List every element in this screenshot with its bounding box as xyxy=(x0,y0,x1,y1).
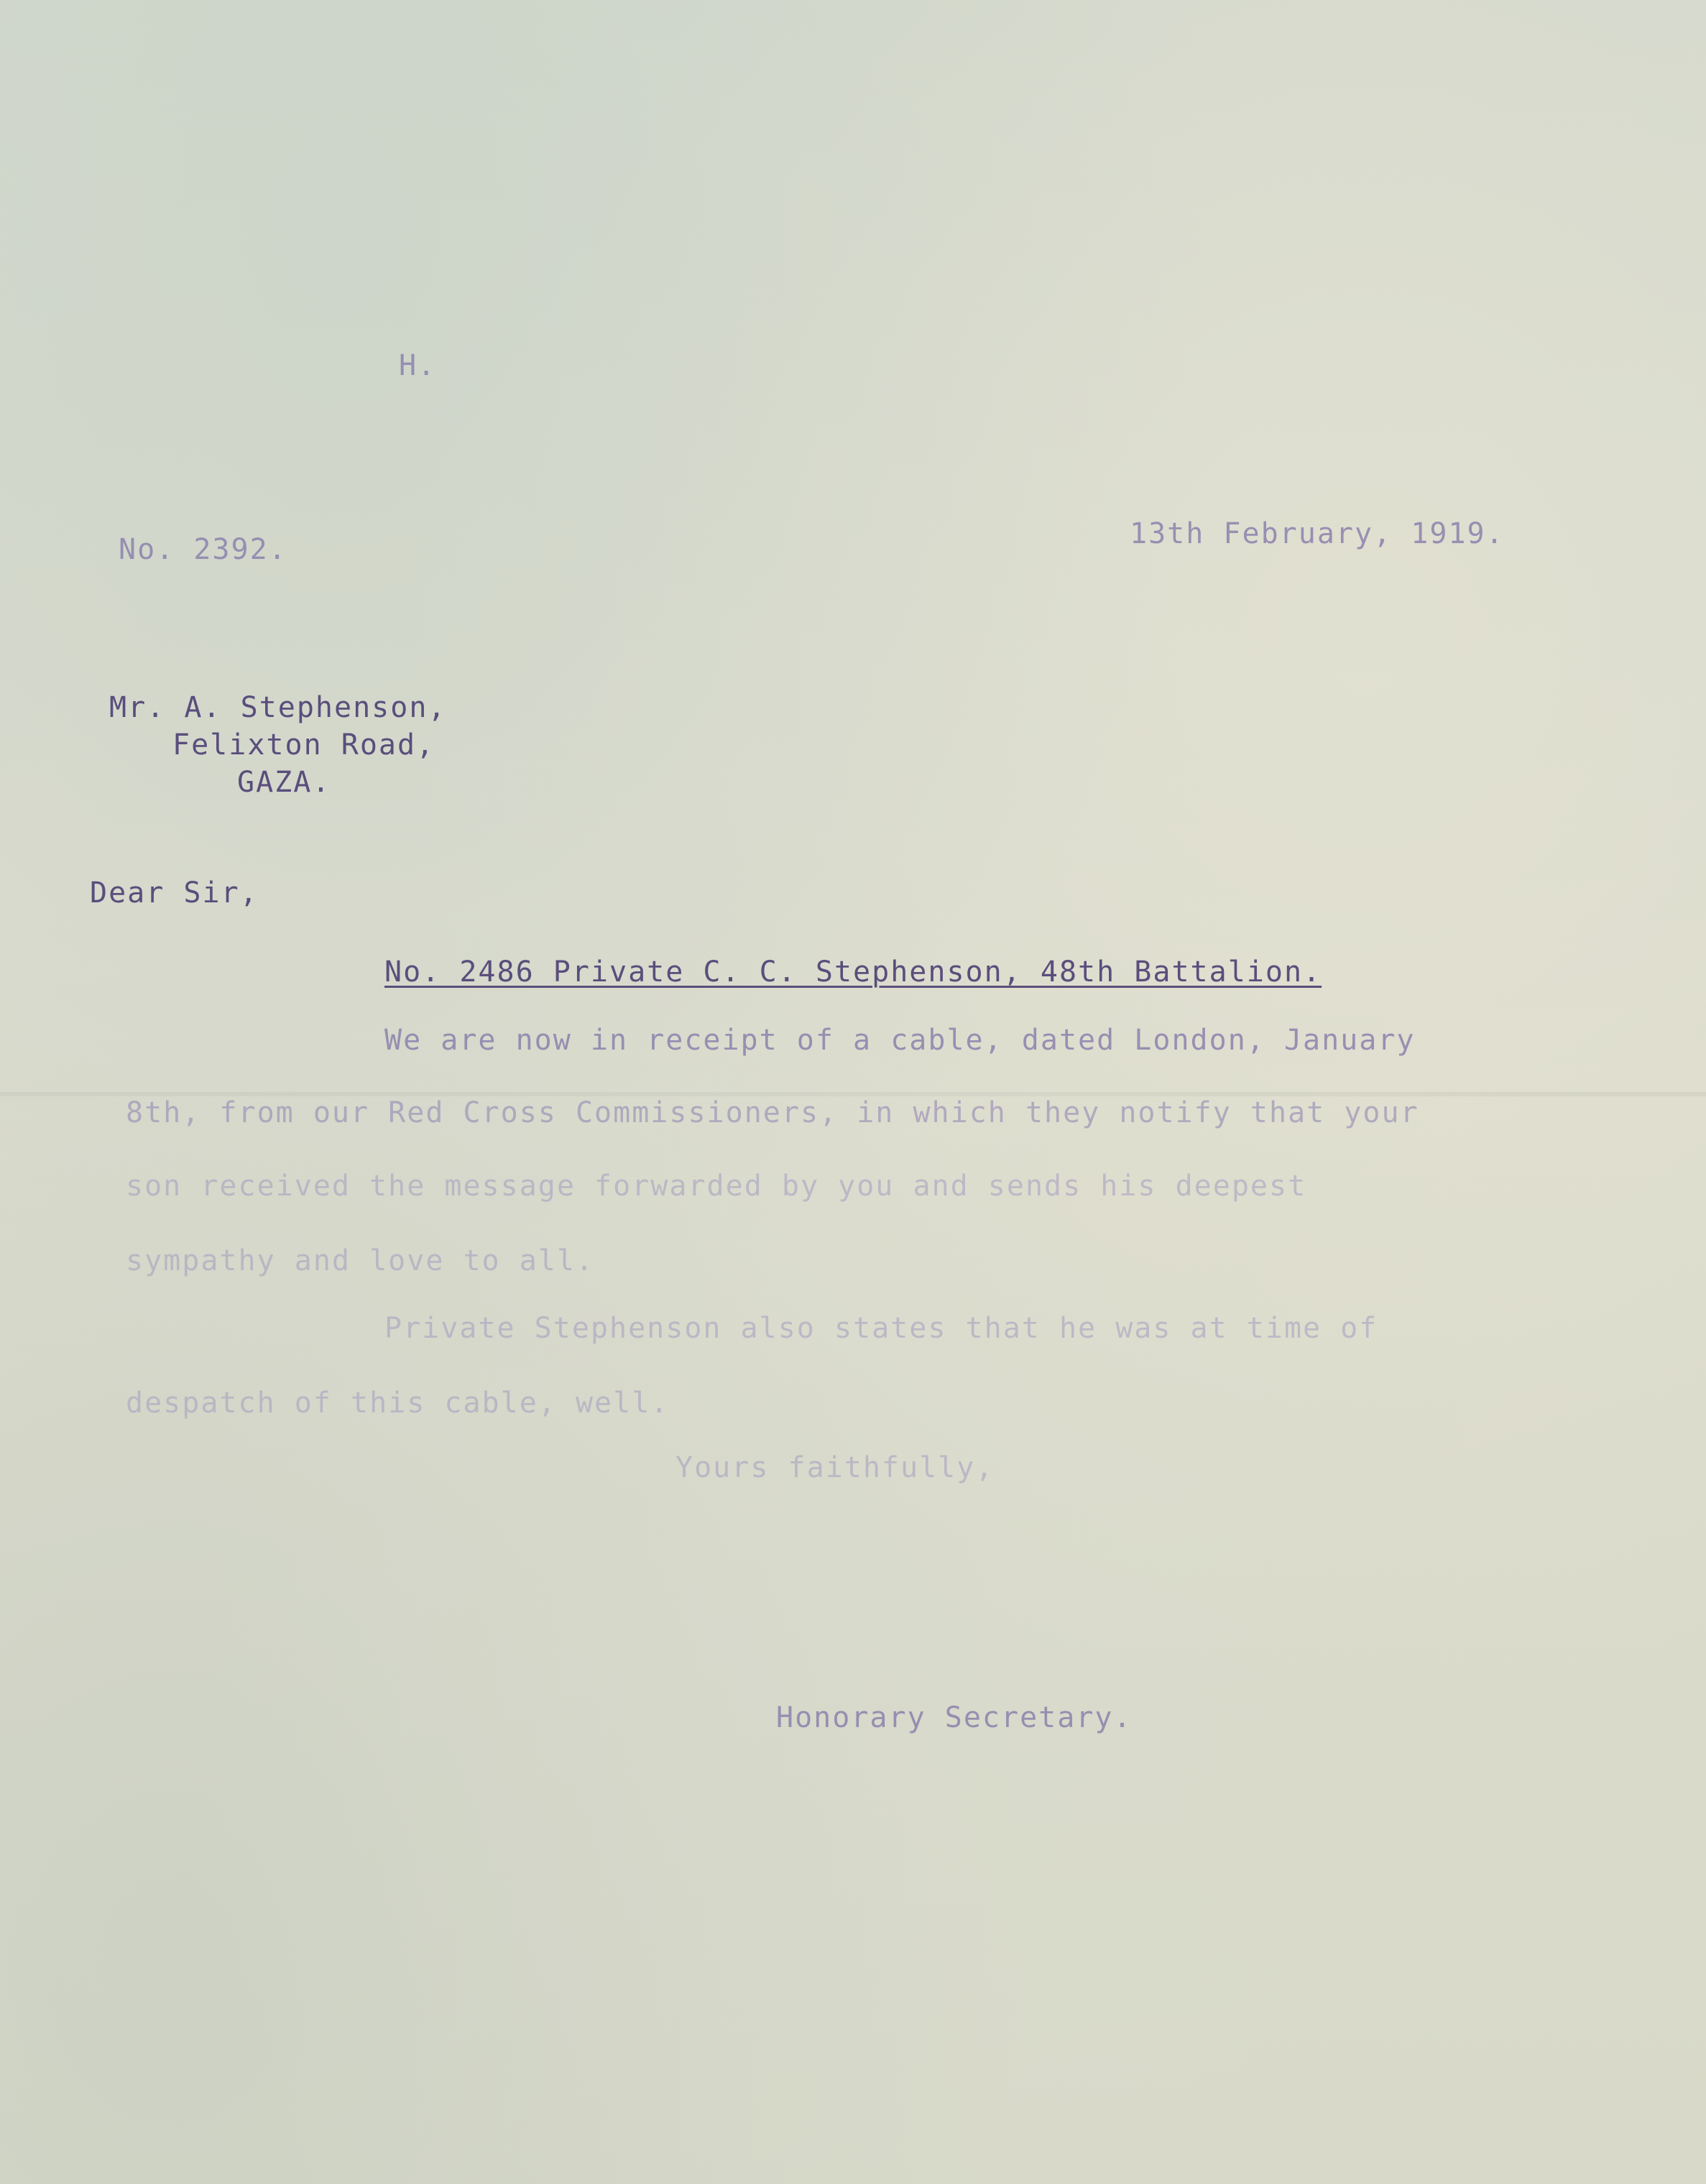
subject-line: No. 2486 Private C. C. Stephenson, 48th Battalion. xyxy=(384,956,1322,989)
salutation: Dear Sir, xyxy=(90,876,259,910)
recipient-name: Mr. A. Stephenson, xyxy=(109,691,447,724)
body-line: Private Stephenson also states that he was at time of xyxy=(384,1312,1378,1345)
recipient-city: GAZA. xyxy=(237,766,331,799)
file-mark: H. xyxy=(399,349,437,382)
letter-date: 13th February, 1919. xyxy=(1130,517,1505,550)
body-line: 8th, from our Red Cross Commissioners, in which they notify that your xyxy=(126,1096,1419,1129)
recipient-street: Felixton Road, xyxy=(172,728,435,762)
reference-number: No. 2392. xyxy=(119,533,287,566)
body-line: sympathy and love to all. xyxy=(126,1244,595,1277)
signature-title: Honorary Secretary. xyxy=(776,1701,1133,1734)
body-line: We are now in receipt of a cable, dated London, January xyxy=(384,1024,1416,1057)
body-line: son received the message forwarded by you and sends his deepest xyxy=(126,1170,1307,1203)
closing: Yours faithfully, xyxy=(676,1451,995,1484)
body-line: despatch of this cable, well. xyxy=(126,1387,670,1420)
